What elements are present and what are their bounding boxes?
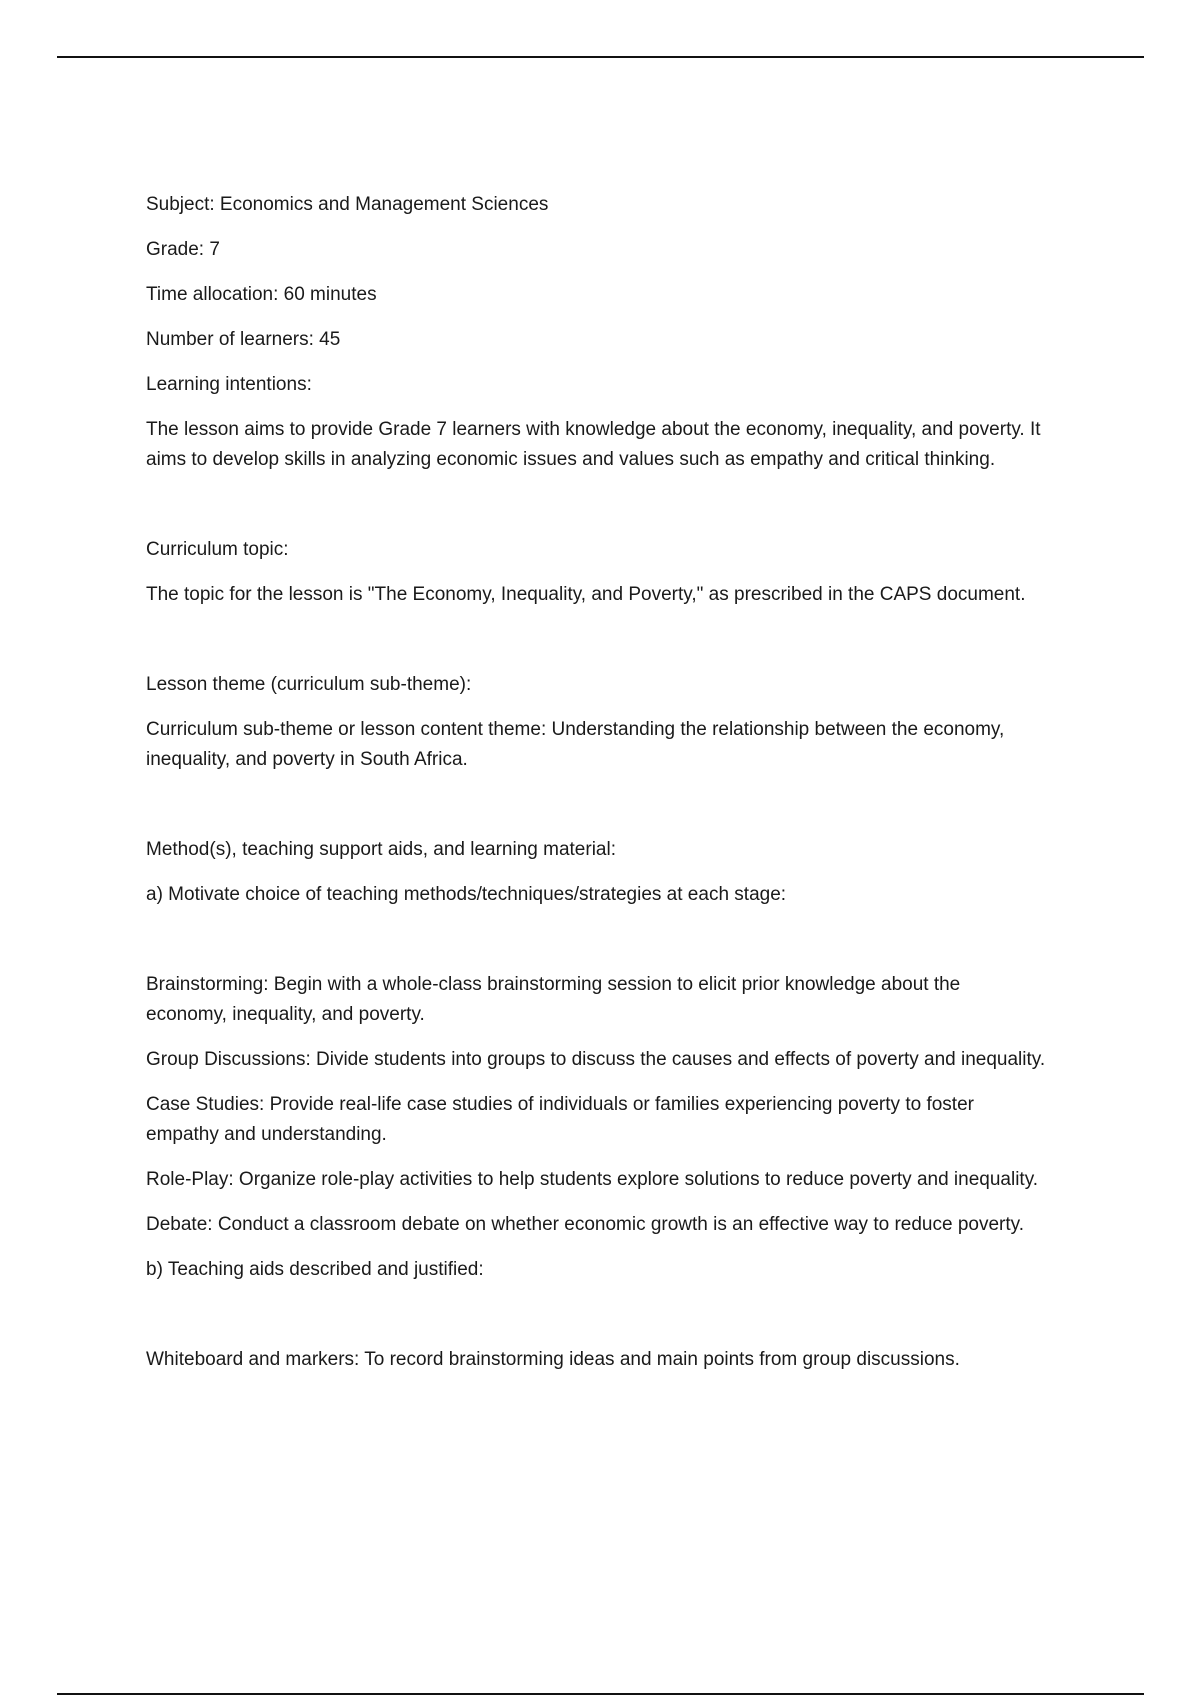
teaching-aid-item: Whiteboard and markers: To record brainstorming ideas and main points from group discussions.	[146, 1349, 960, 1370]
learning-intentions-body: The lesson aims to provide Grade 7 learners with knowledge about the economy, inequality, and poverty. It aims to develop skills in analyzing economic issues and values such as empathy and critical thinking.	[146, 419, 1041, 470]
time-allocation-line: Time allocation: 60 minutes	[146, 284, 377, 305]
lesson-theme-heading: Lesson theme (curriculum sub-theme):	[146, 674, 472, 695]
methods-part-b: b) Teaching aids described and justified:	[146, 1259, 484, 1280]
methods-heading: Method(s), teaching support aids, and learning material:	[146, 839, 616, 860]
method-item: Case Studies: Provide real-life case studies of individuals or families experiencing poverty to foster empathy and understanding.	[146, 1094, 974, 1145]
subject-line: Subject: Economics and Management Sciences	[146, 194, 549, 215]
number-of-learners-line: Number of learners: 45	[146, 329, 341, 350]
curriculum-topic-heading: Curriculum topic:	[146, 539, 289, 560]
curriculum-topic-body: The topic for the lesson is "The Economy, Inequality, and Poverty," as prescribed in the CAPS document.	[146, 584, 1026, 605]
footer-rule	[57, 1693, 1144, 1695]
learning-intentions-heading: Learning intentions:	[146, 374, 312, 395]
lesson-theme-body: Curriculum sub-theme or lesson content theme: Understanding the relationship between the economy, inequality, and poverty in South Africa.	[146, 719, 1005, 770]
document-body	[146, 190, 1046, 1390]
method-item: Group Discussions: Divide students into groups to discuss the causes and effects of poverty and inequality.	[146, 1049, 1046, 1070]
method-item: Role-Play: Organize role-play activities to help students explore solutions to reduce poverty and inequality.	[146, 1169, 1039, 1190]
header-rule	[57, 56, 1144, 58]
methods-part-a: a) Motivate choice of teaching methods/techniques/strategies at each stage:	[146, 884, 787, 905]
grade-line: Grade: 7	[146, 239, 220, 260]
method-item: Debate: Conduct a classroom debate on whether economic growth is an effective way to reduce poverty.	[146, 1214, 1024, 1235]
method-item: Brainstorming: Begin with a whole-class brainstorming session to elicit prior knowledge about the economy, inequality, and poverty.	[146, 974, 961, 1025]
